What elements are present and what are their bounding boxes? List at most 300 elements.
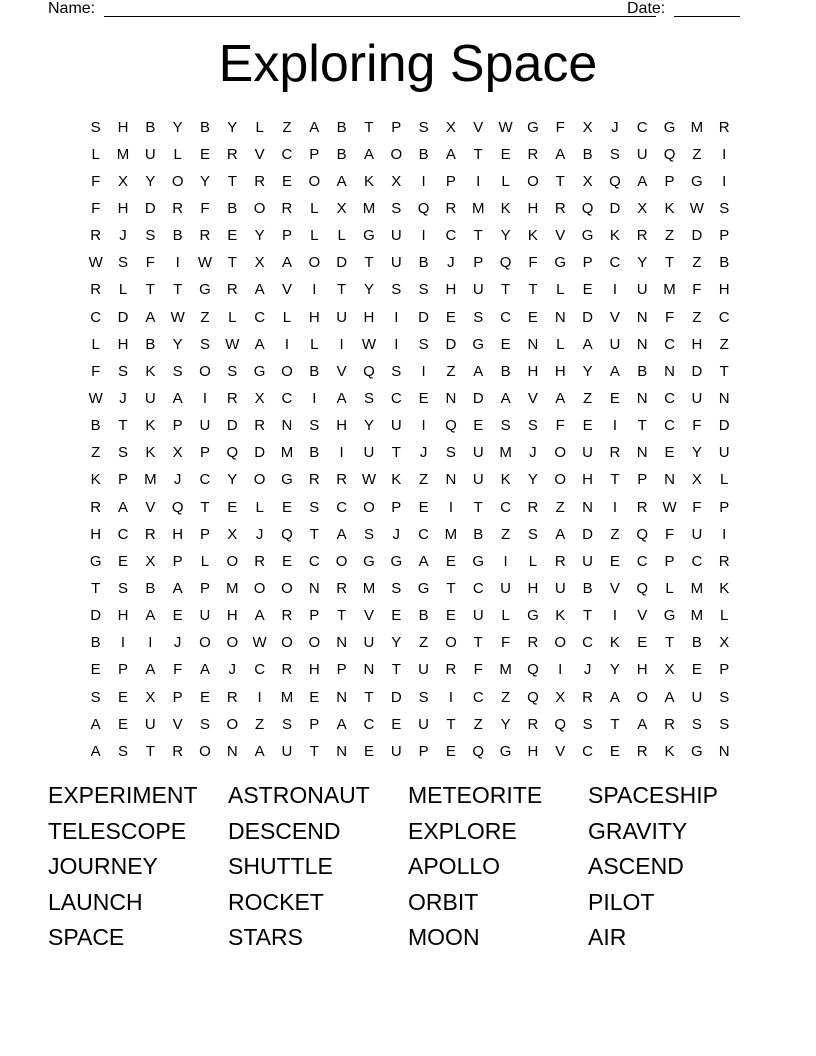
grid-letter: O bbox=[199, 634, 211, 652]
grid-letter: W bbox=[498, 118, 513, 136]
date-label: Date: bbox=[627, 0, 666, 17]
word-list-item: MOON bbox=[408, 924, 480, 951]
grid-letter: K bbox=[609, 227, 620, 245]
grid-letter: Q bbox=[499, 254, 512, 272]
grid-letter: E bbox=[90, 661, 101, 679]
grid-letter: Q bbox=[226, 444, 239, 462]
grid-letter: S bbox=[719, 715, 730, 733]
grid-letter: L bbox=[528, 552, 538, 570]
grid-row bbox=[82, 440, 738, 467]
grid-letter: S bbox=[172, 362, 183, 380]
grid-letter: T bbox=[91, 579, 101, 597]
grid-letter: U bbox=[582, 444, 593, 462]
grid-letter: L bbox=[118, 281, 128, 299]
date-field[interactable] bbox=[674, 0, 740, 17]
grid-letter: W bbox=[252, 634, 267, 652]
grid-letter: Z bbox=[91, 444, 101, 462]
grid-letter: H bbox=[527, 362, 539, 380]
grid-row bbox=[82, 575, 738, 602]
grid-letter: N bbox=[636, 444, 648, 462]
grid-letter: B bbox=[336, 145, 347, 163]
grid-letter: P bbox=[199, 444, 210, 462]
grid-row bbox=[82, 630, 738, 657]
grid-letter: E bbox=[664, 444, 675, 462]
grid-letter: I bbox=[339, 444, 344, 462]
grid-letter: U bbox=[718, 444, 730, 462]
grid-letter: U bbox=[390, 742, 402, 760]
grid-letter: I bbox=[722, 172, 727, 190]
word-list-item: GRAVITY bbox=[588, 817, 688, 844]
grid-letter: R bbox=[636, 498, 648, 516]
grid-letter: F bbox=[555, 417, 565, 435]
grid-letter: C bbox=[472, 688, 484, 706]
grid-letter: L bbox=[255, 498, 264, 516]
grid-letter: H bbox=[718, 281, 730, 299]
grid-letter: T bbox=[664, 254, 675, 272]
grid-letter: F bbox=[664, 308, 675, 326]
grid-letter: Z bbox=[664, 227, 675, 245]
grid-letter: L bbox=[91, 145, 100, 163]
grid-letter: A bbox=[555, 145, 566, 163]
grid-letter: G bbox=[363, 227, 375, 245]
grid-letter: S bbox=[391, 281, 402, 299]
grid-letter: H bbox=[117, 118, 129, 136]
grid-letter: S bbox=[527, 417, 538, 435]
grid-letter: U bbox=[336, 308, 348, 326]
grid-letter: T bbox=[364, 118, 374, 136]
grid-letter: I bbox=[339, 335, 344, 353]
grid-letter: G bbox=[281, 471, 293, 489]
grid-letter: E bbox=[500, 335, 511, 353]
word-list-item: AIR bbox=[588, 924, 627, 951]
grid-letter: U bbox=[390, 254, 402, 272]
grid-letter: F bbox=[91, 172, 101, 190]
grid-letter: Z bbox=[255, 715, 265, 733]
grid-letter: U bbox=[472, 607, 484, 625]
grid-letter: N bbox=[445, 389, 457, 407]
grid-letter: N bbox=[308, 579, 320, 597]
grid-letter: R bbox=[527, 715, 539, 733]
word-list-item: METEORITE bbox=[408, 782, 543, 808]
grid-letter: Y bbox=[500, 715, 511, 733]
grid-letter: S bbox=[199, 715, 210, 733]
grid-letter: Q bbox=[281, 525, 293, 543]
grid-letter: E bbox=[117, 715, 128, 733]
grid-letter: Y bbox=[145, 172, 156, 190]
grid-letter: E bbox=[637, 634, 648, 652]
grid-letter: D bbox=[472, 389, 484, 407]
grid-letter: L bbox=[337, 227, 346, 245]
grid-letter: U bbox=[418, 661, 430, 679]
grid-letter: C bbox=[445, 227, 457, 245]
grid-letter: I bbox=[257, 688, 262, 706]
grid-letter: X bbox=[637, 199, 648, 217]
grid-letter: A bbox=[117, 498, 128, 516]
grid-letter: T bbox=[309, 525, 319, 543]
grid-letter: T bbox=[446, 715, 456, 733]
grid-letter: A bbox=[254, 335, 265, 353]
grid-letter: S bbox=[363, 389, 374, 407]
grid-letter: E bbox=[609, 552, 620, 570]
grid-letter: E bbox=[363, 742, 374, 760]
grid-letter: I bbox=[148, 634, 153, 652]
grid-letter: L bbox=[310, 227, 319, 245]
grid-letter: V bbox=[336, 362, 347, 380]
grid-letter: V bbox=[363, 607, 374, 625]
grid-letter: G bbox=[253, 362, 266, 380]
grid-letter: R bbox=[144, 525, 156, 543]
grid-letter: S bbox=[199, 335, 210, 353]
grid-letter: U bbox=[390, 227, 402, 245]
grid-letter: H bbox=[527, 199, 539, 217]
grid-letter: H bbox=[117, 199, 129, 217]
grid-letter: B bbox=[145, 118, 156, 136]
grid-letter: V bbox=[473, 118, 484, 136]
grid-letter: Y bbox=[500, 227, 511, 245]
grid-letter: N bbox=[527, 335, 539, 353]
grid-letter: O bbox=[554, 634, 567, 652]
grid-row bbox=[82, 521, 738, 548]
grid-letter: O bbox=[308, 172, 321, 190]
grid-letter: B bbox=[309, 444, 320, 462]
grid-letter: T bbox=[200, 498, 210, 516]
grid-letter: L bbox=[556, 281, 565, 299]
grid-letter: A bbox=[336, 525, 347, 543]
grid-letter: D bbox=[609, 199, 621, 217]
grid-letter: V bbox=[555, 227, 566, 245]
grid-letter: O bbox=[171, 172, 184, 190]
word-list-item: SPACESHIP bbox=[588, 782, 718, 808]
grid-letter: R bbox=[527, 634, 539, 652]
grid-letter: C bbox=[363, 715, 375, 733]
grid-letter: I bbox=[312, 389, 317, 407]
grid-letter: U bbox=[390, 417, 402, 435]
grid-letter: S bbox=[391, 199, 402, 217]
grid-letter: T bbox=[637, 417, 647, 435]
grid-letter: Z bbox=[446, 362, 456, 380]
grid-letter: D bbox=[226, 417, 238, 435]
grid-letter: S bbox=[719, 688, 730, 706]
grid-letter: P bbox=[309, 145, 320, 163]
grid-letter: Z bbox=[582, 389, 593, 407]
grid-letter: J bbox=[583, 661, 592, 679]
grid-letter: U bbox=[582, 552, 593, 570]
grid-letter: C bbox=[308, 552, 320, 570]
grid-letter: G bbox=[663, 118, 676, 136]
grid-letter: P bbox=[172, 552, 183, 570]
grid-letter: K bbox=[500, 199, 511, 217]
grid-letter: U bbox=[636, 281, 648, 299]
grid-letter: N bbox=[281, 417, 293, 435]
grid-letter: Y bbox=[363, 417, 374, 435]
grid-row bbox=[82, 657, 738, 684]
grid-letter: Z bbox=[719, 335, 729, 353]
grid-letter: I bbox=[202, 389, 208, 407]
grid-letter: I bbox=[476, 172, 481, 190]
grid-letter: F bbox=[528, 254, 538, 272]
grid-letter: Z bbox=[692, 308, 702, 326]
grid-letter: C bbox=[636, 552, 648, 570]
grid-letter: U bbox=[144, 715, 156, 733]
grid-letter: T bbox=[309, 742, 319, 760]
grid-letter: E bbox=[117, 688, 128, 706]
grid-letter: W bbox=[361, 335, 377, 353]
grid-letter: E bbox=[117, 552, 128, 570]
grid-letter: E bbox=[691, 661, 702, 679]
grid-letter: N bbox=[336, 742, 348, 760]
grid-letter: O bbox=[527, 172, 539, 190]
grid-letter: Z bbox=[501, 688, 511, 706]
grid-letter: C bbox=[254, 661, 266, 679]
grid-letter: D bbox=[144, 199, 156, 217]
grid-letter: Y bbox=[227, 471, 238, 489]
grid-letter: B bbox=[691, 634, 702, 652]
grid-letter: O bbox=[308, 634, 321, 652]
grid-letter: T bbox=[555, 172, 565, 190]
grid-letter: Y bbox=[363, 281, 374, 299]
grid-letter: Q bbox=[636, 525, 649, 543]
grid-letter: B bbox=[90, 417, 101, 435]
grid-letter: T bbox=[173, 281, 183, 299]
grid-letter: T bbox=[145, 281, 155, 299]
grid-letter: P bbox=[281, 227, 292, 245]
grid-letter: T bbox=[364, 688, 374, 706]
grid-letter: P bbox=[309, 607, 320, 625]
grid-letter: B bbox=[90, 634, 101, 652]
grid-letter: L bbox=[665, 579, 674, 597]
grid-letter: N bbox=[336, 688, 348, 706]
grid-letter: U bbox=[363, 444, 375, 462]
name-field[interactable] bbox=[104, 0, 656, 17]
grid-letter: J bbox=[173, 471, 182, 489]
grid-letter: H bbox=[308, 308, 320, 326]
grid-letter: P bbox=[445, 172, 456, 190]
grid-letter: L bbox=[310, 199, 319, 217]
grid-letter: X bbox=[391, 172, 402, 190]
grid-letter: A bbox=[145, 308, 156, 326]
grid-letter: R bbox=[90, 281, 102, 299]
grid-letter: E bbox=[527, 308, 538, 326]
grid-letter: A bbox=[145, 607, 156, 625]
grid-letter: Y bbox=[391, 634, 402, 652]
grid-letter: F bbox=[501, 634, 511, 652]
grid-letter: D bbox=[418, 308, 430, 326]
word-list bbox=[48, 780, 768, 958]
grid-letter: A bbox=[254, 281, 265, 299]
grid-row bbox=[82, 358, 738, 385]
grid-letter: T bbox=[473, 634, 483, 652]
grid-letter: A bbox=[363, 145, 374, 163]
grid-letter: F bbox=[91, 362, 101, 380]
grid-letter: G bbox=[417, 579, 430, 597]
grid-letter: S bbox=[117, 362, 128, 380]
grid-letter: U bbox=[554, 579, 566, 597]
grid-letter: B bbox=[418, 607, 429, 625]
grid-letter: H bbox=[117, 607, 129, 625]
grid-letter: C bbox=[664, 389, 675, 407]
grid-letter: T bbox=[118, 417, 128, 435]
grid-letter: S bbox=[719, 199, 730, 217]
grid-letter: Z bbox=[419, 471, 429, 489]
grid-letter: C bbox=[472, 579, 484, 597]
grid-letter: L bbox=[501, 607, 510, 625]
grid-letter: R bbox=[582, 688, 593, 706]
grid-letter: K bbox=[145, 444, 156, 462]
grid-letter: K bbox=[609, 634, 620, 652]
grid-letter: Y bbox=[227, 118, 238, 136]
grid-letter: R bbox=[281, 199, 293, 217]
grid-letter: A bbox=[254, 607, 265, 625]
grid-letter: Y bbox=[527, 471, 538, 489]
grid-letter: P bbox=[418, 742, 429, 760]
grid-letter: B bbox=[199, 118, 210, 136]
grid-letter: X bbox=[172, 444, 183, 462]
grid-letter: U bbox=[691, 525, 703, 543]
word-list-item: TELESCOPE bbox=[48, 817, 187, 844]
grid-letter: X bbox=[254, 389, 265, 407]
grid-letter: E bbox=[199, 688, 210, 706]
grid-letter: N bbox=[664, 362, 675, 380]
grid-letter: I bbox=[175, 254, 180, 272]
grid-letter: X bbox=[117, 172, 128, 190]
grid-letter: H bbox=[336, 417, 348, 435]
grid-letter: E bbox=[309, 688, 320, 706]
grid-letter: J bbox=[447, 254, 455, 272]
grid-row bbox=[82, 684, 738, 711]
grid-letter: Q bbox=[363, 362, 375, 380]
grid-letter: P bbox=[336, 661, 347, 679]
grid-letter: A bbox=[172, 389, 183, 407]
grid-letter: Y bbox=[254, 227, 265, 245]
grid-letter: S bbox=[117, 579, 128, 597]
grid-letter: G bbox=[527, 607, 539, 625]
grid-letter: O bbox=[445, 634, 457, 652]
grid-row bbox=[82, 413, 738, 440]
grid-letter: C bbox=[500, 308, 511, 326]
grid-row bbox=[82, 223, 738, 250]
grid-letter: B bbox=[719, 254, 730, 272]
grid-letter: C bbox=[636, 118, 648, 136]
grid-letter: O bbox=[253, 579, 266, 597]
grid-letter: C bbox=[117, 525, 129, 543]
grid-letter: B bbox=[309, 362, 320, 380]
grid-letter: E bbox=[281, 552, 292, 570]
grid-letter: S bbox=[582, 715, 593, 733]
grid-letter: H bbox=[90, 525, 102, 543]
grid-row bbox=[82, 195, 738, 222]
grid-letter: Y bbox=[609, 661, 620, 679]
grid-letter: T bbox=[364, 254, 374, 272]
grid-letter: S bbox=[609, 145, 620, 163]
grid-row bbox=[82, 738, 738, 765]
grid-letter: I bbox=[722, 145, 727, 163]
grid-letter: Q bbox=[636, 579, 649, 597]
grid-letter: H bbox=[554, 362, 566, 380]
grid-letter: P bbox=[473, 254, 484, 272]
word-list-item: APOLLO bbox=[408, 853, 501, 880]
grid-letter: M bbox=[116, 145, 130, 163]
grid-letter: H bbox=[527, 742, 539, 760]
grid-letter: I bbox=[312, 281, 317, 299]
grid-letter: N bbox=[718, 742, 730, 760]
grid-letter: A bbox=[199, 661, 210, 679]
grid-letter: R bbox=[554, 199, 566, 217]
grid-row bbox=[82, 114, 738, 141]
grid-letter: K bbox=[90, 471, 101, 489]
grid-letter: E bbox=[445, 552, 456, 570]
grid-letter: F bbox=[692, 498, 702, 516]
grid-letter: Z bbox=[200, 308, 210, 326]
grid-letter: N bbox=[226, 742, 238, 760]
grid-letter: B bbox=[145, 335, 156, 353]
grid-letter: P bbox=[172, 417, 183, 435]
grid-letter: R bbox=[226, 145, 238, 163]
grid-letter: B bbox=[473, 525, 484, 543]
grid-letter: A bbox=[172, 579, 183, 597]
grid-letter: P bbox=[391, 118, 402, 136]
grid-letter: N bbox=[718, 389, 730, 407]
grid-letter: S bbox=[527, 525, 538, 543]
grid-letter: L bbox=[501, 172, 510, 190]
grid-letter: B bbox=[336, 118, 347, 136]
grid-letter: E bbox=[500, 145, 511, 163]
grid-letter: O bbox=[199, 742, 211, 760]
grid-letter: S bbox=[309, 417, 320, 435]
grid-letter: P bbox=[719, 661, 730, 679]
grid-letter: Y bbox=[172, 335, 183, 353]
grid-letter: N bbox=[664, 471, 675, 489]
grid-letter: Z bbox=[473, 715, 483, 733]
grid-letter: A bbox=[473, 362, 484, 380]
grid-letter: R bbox=[636, 742, 648, 760]
grid-letter: E bbox=[473, 417, 484, 435]
grid-letter: M bbox=[280, 444, 294, 462]
grid-letter: O bbox=[390, 145, 403, 163]
name-label: Name: bbox=[48, 0, 96, 17]
grid-letter: J bbox=[392, 525, 401, 543]
grid-letter: X bbox=[227, 525, 238, 543]
grid-letter: A bbox=[609, 362, 620, 380]
grid-letter: V bbox=[527, 389, 538, 407]
grid-letter: S bbox=[281, 715, 292, 733]
grid-letter: U bbox=[472, 471, 484, 489]
grid-letter: M bbox=[690, 118, 704, 136]
grid-letter: C bbox=[582, 634, 593, 652]
grid-letter: N bbox=[336, 634, 348, 652]
grid-letter: O bbox=[554, 444, 567, 462]
grid-letter: Y bbox=[637, 254, 648, 272]
grid-letter: E bbox=[391, 607, 402, 625]
grid-row bbox=[82, 494, 738, 521]
grid-letter: A bbox=[336, 389, 347, 407]
grid-letter: L bbox=[255, 118, 264, 136]
grid-letter: O bbox=[335, 552, 348, 570]
grid-letter: Y bbox=[172, 118, 183, 136]
grid-letter: Q bbox=[445, 417, 457, 435]
grid-row bbox=[82, 250, 738, 277]
grid-letter: H bbox=[172, 525, 184, 543]
grid-letter: S bbox=[90, 118, 101, 136]
grid-letter: A bbox=[637, 715, 648, 733]
grid-letter: T bbox=[719, 362, 729, 380]
grid-letter: Z bbox=[555, 498, 565, 516]
grid-letter: S bbox=[117, 444, 128, 462]
grid-letter: A bbox=[90, 715, 101, 733]
grid-letter: D bbox=[90, 607, 102, 625]
grid-letter: Q bbox=[609, 172, 621, 190]
grid-letter: B bbox=[145, 579, 156, 597]
grid-letter: B bbox=[418, 145, 429, 163]
